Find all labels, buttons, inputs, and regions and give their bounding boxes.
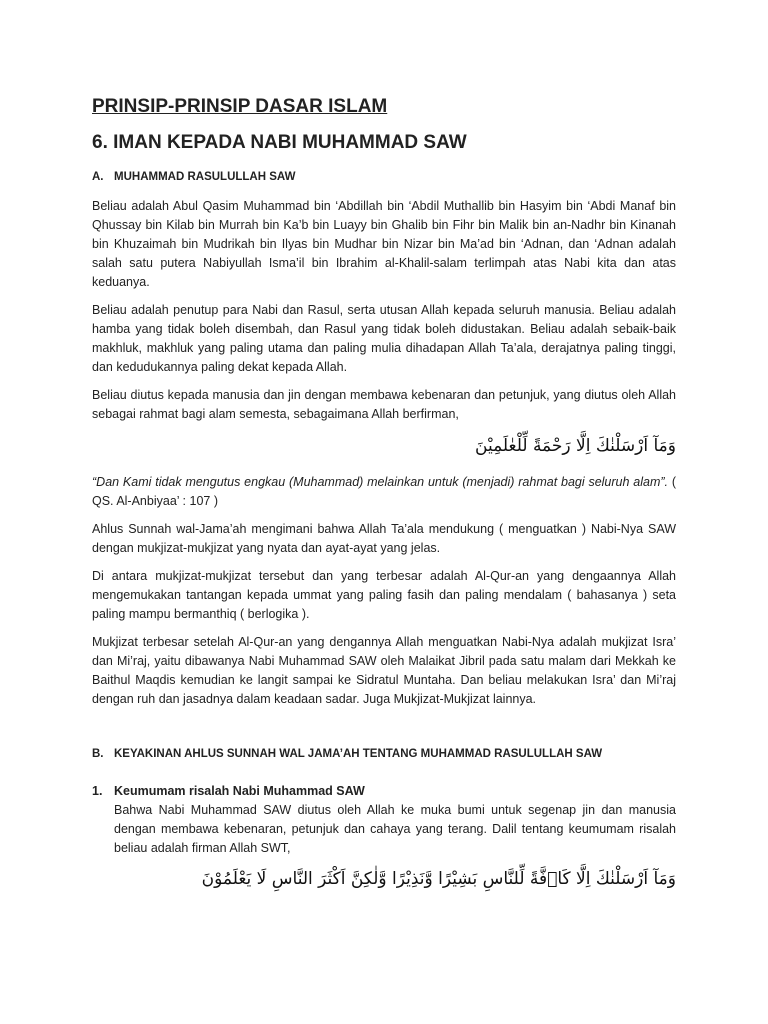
section-b-title: KEYAKINAN AHLUS SUNNAH WAL JAMA’AH TENTANG MUHAMMAD RASULULLAH SAW	[114, 748, 603, 760]
section-a-heading	[92, 169, 676, 185]
spacer	[92, 718, 676, 746]
list-item-body	[114, 782, 676, 906]
paragraph: Beliau adalah penutup para Nabi dan Rasul, serta utusan Allah kepada seluruh manusia. Beliau adalah hamba yang tidak boleh disembah, dan Rasul yang tidak boleh didustakan. Beliau adalah sebaik-baik makhluk, makhluk yang paling utama dan paling mulia dihadapan Allah Ta’ala, derajatnya paling tinggi, dan kedudukannya paling dekat kepada Allah.	[92, 303, 676, 374]
paragraph: Beliau adalah Abul Qasim Muhammad bin ‘Abdillah bin ‘Abdil Muthallib bin Hasyim bin ‘Abdi Manaf bin Qhussay bin Kilab bin Murrah bin Ka’b bin Luayy bin Ghalib bin Fihr bin Malik bin an-Nadhr bin Kinanah bin Khuzaimah bin Mudrikah bin Ilyas bin Mudhar bin Nizar bin Ma’ad bin ‘Adnan, dan ‘Adnan adalah salah satu putera Nabiyullah Isma’il bin Ibrahim al-Khalil-salam terlimpah atas Nabi kita dan atas keduanya.	[92, 199, 676, 289]
section-a-title: MUHAMMAD RASULULLAH SAW	[114, 171, 296, 183]
list-item-number: 1.	[92, 784, 103, 798]
list-item	[92, 782, 676, 906]
chapter-title: 6. IMAN KEPADA NABI MUHAMMAD SAW	[92, 132, 467, 153]
paragraph: Di antara mukjizat-mukjizat tersebut dan yang terbesar adalah Al-Qur-an yang dengaannya Allah mengemukakan tantangan kepada ummat yang paling fasih dan paling mendalam ( bahasanya ) seta paling mampu bermanthiq ( berlogika ).	[92, 569, 676, 621]
section-b-letter: B.	[92, 748, 104, 760]
verse-translation	[92, 473, 676, 511]
document-title: PRINSIP-PRINSIP DASAR ISLAM	[92, 96, 388, 117]
spacer	[92, 774, 676, 782]
arabic-verse: وَمَآ اَرْسَلْنٰكَ اِلَّا رَحْمَةً لِّلْعٰلَمِيْنَ	[475, 436, 676, 456]
arabic-verse: وَمَآ اَرْسَلْنٰكَ اِلَّا كَاۤفَّةً لِّلنَّاسِ بَشِيْرًا وَّنَذِيْرًا وَّلٰكِنَّ اَكْثَرَ النَّاسِ لَا يَعْلَمُوْنَ	[201, 869, 676, 889]
quote-reference: ( QS. Al-Anbiyaa’ : 107 )	[92, 475, 677, 508]
paragraph: Ahlus Sunnah wal-Jama’ah mengimani bahwa Allah Ta’ala mendukung ( menguatkan ) Nabi-Nya SAW dengan mukjizat-mukjizat yang nyata dan ayat-ayat yang jelas.	[92, 522, 676, 555]
list-item-title: Keumumam risalah Nabi Muhammad SAW	[114, 784, 365, 798]
paragraph: Beliau diutus kepada manusia dan jin dengan membawa kebenaran dan petunjuk, yang diutus oleh Allah sebagai rahmat bagi alam semesta, sebagaimana Allah berfirman,	[92, 388, 676, 421]
paragraph: Mukjizat terbesar setelah Al-Qur-an yang dengannya Allah menguatkan Nabi-Nya adalah mukjizat Isra’ dan Mi’raj, yaitu dibawanya Nabi Muhammad SAW oleh Malaikat Jibril pada satu malam dari Mekkah ke Baithul Maqdis kemudian ke langit sampai ke Sidratul Muntaha. Dan beliau melakukan Isra’ dan Mi’raj dengan ruh dan jasadnya dalam keadaan sadar. Juga Mukjizat-Mukjizat lainnya.	[92, 635, 676, 706]
document-page	[92, 95, 676, 906]
paragraph: Bahwa Nabi Muhammad SAW diutus oleh Allah ke muka bumi untuk segenap jin dan manusia dengan membawa kebenaran, petunjuk dan cahaya yang terang. Dalil tentang keumumam risalah beliau adalah firman Allah SWT,	[114, 803, 676, 855]
quote-text: “Dan Kami tidak mengutus engkau (Muhammad) melainkan untuk (menjadi) rahmat bagi seluruh alam”.	[92, 475, 669, 489]
section-a-letter: A.	[92, 171, 104, 183]
section-b-heading	[92, 746, 676, 762]
